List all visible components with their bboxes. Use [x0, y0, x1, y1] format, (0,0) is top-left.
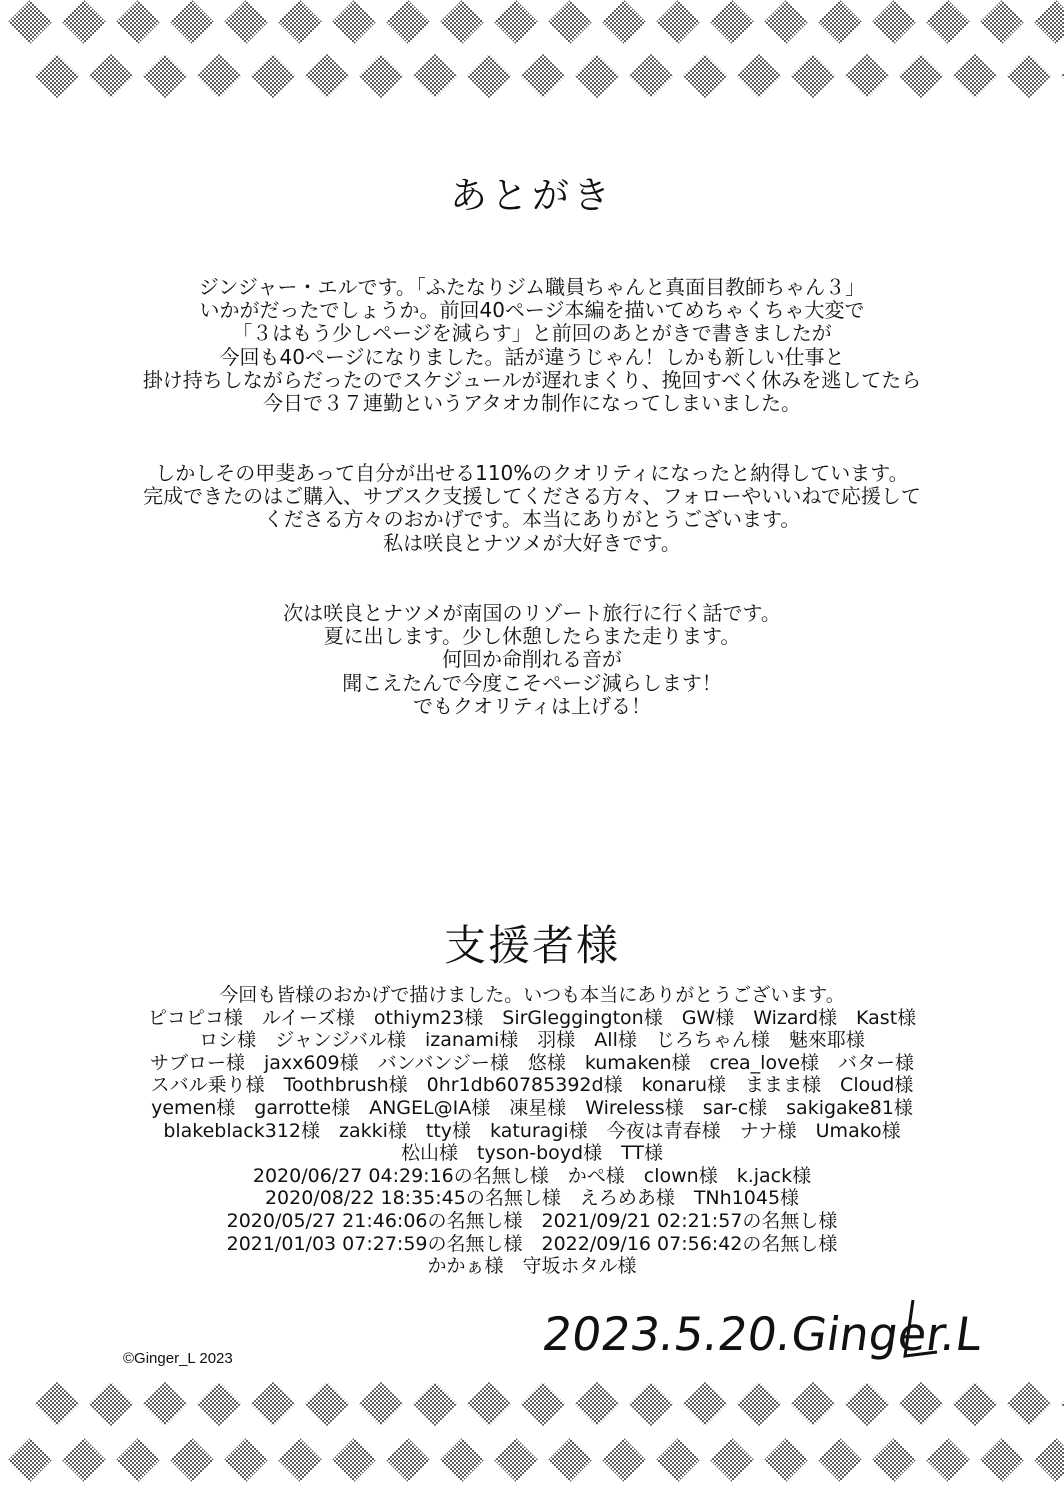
afterword-title: あとがき [450, 174, 614, 217]
text-line: しかしその甲斐あって自分が出せる110%のクオリティになったと納得しています。 [155, 461, 909, 485]
diamond-shape [35, 1382, 79, 1426]
diamond-shape [899, 1382, 943, 1426]
diamond-shape [872, 0, 916, 44]
diamond-shape [872, 1438, 916, 1482]
diamond-shape [710, 1438, 754, 1482]
signature-graphic [539, 1290, 986, 1370]
diamond-shape [332, 1438, 376, 1482]
diamond-shape [791, 1382, 835, 1426]
diamond-shape [62, 1438, 106, 1482]
diamond-shape [980, 0, 1024, 44]
diamond-shape [926, 1438, 970, 1482]
diamond-shape [494, 1438, 538, 1482]
diamond-shape [1034, 1438, 1064, 1482]
supporters-line: かかぁ様 守坂ホタル様 [427, 1255, 637, 1278]
diamond-shape [116, 0, 160, 44]
diamond-shape [170, 0, 214, 44]
afterword-paragraph-2 [60, 462, 1004, 555]
diamond-shape [1007, 54, 1051, 98]
diamond-shape [683, 54, 727, 98]
diamond-shape [359, 54, 403, 98]
signature-text: 2023.5.20.Ginger.L [539, 1307, 986, 1361]
diamond-shape [251, 54, 295, 98]
text-line: 「３はもう少しページを減らす」と前回のあとがきで書きましたが [232, 321, 832, 346]
diamond-shape [89, 1382, 133, 1426]
diamond-shape [1034, 0, 1064, 44]
diamond-shape [224, 0, 268, 44]
text-line: くださる方々のおかげです。本当にありがとうございます。 [263, 507, 801, 532]
diamond-shape [278, 0, 322, 44]
diamond-pattern-top [0, 0, 1064, 120]
diamond-shape [8, 1438, 52, 1482]
diamond-shape [305, 54, 349, 98]
text-line: ジンジャー・エルです。「ふたなりジム職員ちゃんと真面目教師ちゃん３」 [198, 275, 866, 299]
supporters-line: yemen様 garrotte様 ANGEL@IA様 凍星様 Wireless様 sar-c様 sakigake81様 [151, 1096, 913, 1119]
handwritten-signature [539, 1290, 986, 1374]
diamond-shape [899, 54, 943, 98]
diamond-shape [1007, 1382, 1051, 1426]
diamond-shape [413, 1382, 457, 1426]
diamond-shape [683, 1382, 727, 1426]
diamond-shape [737, 54, 781, 98]
text-line: いかがだったでしょうか。前回40ページ本編を描いてめちゃくちゃ大変で [199, 298, 865, 323]
diamond-shape [197, 1382, 241, 1426]
diamond-shape [332, 0, 376, 44]
afterword-paragraph-1 [60, 276, 1004, 415]
diamond-shape [35, 54, 79, 98]
diamond-shape [251, 1382, 295, 1426]
text-line: 次は咲良とナツメが南国のリゾート旅行に行く話です。 [283, 601, 781, 625]
diamond-shape [818, 1438, 862, 1482]
diamond-shape [656, 0, 700, 44]
diamond-shape [8, 0, 52, 44]
copyright-notice: ©Ginger_L 2023 [123, 1350, 233, 1367]
diamond-shape [602, 0, 646, 44]
diamond-shape [89, 54, 133, 98]
text-line: 完成できたのはご購入、サブスク支援してくださる方々、フォローやいいねで応援して [143, 484, 921, 509]
diamond-shape [764, 1438, 808, 1482]
diamond-pattern-bottom-graphic [0, 1378, 1064, 1500]
supporters-list [60, 984, 1004, 1278]
afterword-paragraph-3 [60, 602, 1004, 718]
supporters-line: 2020/06/27 04:29:16の名無し様 かぺ様 clown様 k.jack様 [252, 1164, 812, 1187]
diamond-shape [62, 0, 106, 44]
diamond-shape [710, 0, 754, 44]
diamond-shape [521, 1382, 565, 1426]
diamond-shape [197, 54, 241, 98]
diamond-shape [116, 1438, 160, 1482]
diamond-shape [629, 1382, 673, 1426]
diamond-shape [143, 54, 187, 98]
text-line: 私は咲良とナツメが大好きです。 [383, 530, 681, 555]
diamond-shape [440, 1438, 484, 1482]
diamond-shape [629, 54, 673, 98]
diamond-shape [467, 54, 511, 98]
diamond-shape [386, 0, 430, 44]
diamond-shape [953, 54, 997, 98]
diamond-shape [467, 1382, 511, 1426]
diamond-shape [548, 0, 592, 44]
diamond-shape [170, 1438, 214, 1482]
text-line: 何回か命削れる音が [442, 647, 622, 672]
supporters-line: 今回も皆様のおかげで描けました。いつも本当にありがとうございます。 [219, 984, 845, 1006]
supporters-line: ピコピコ様 ルイーズ様 othiym23様 SirGleggington様 GW様 Wizard様 Kast様 [147, 1006, 917, 1029]
diamond-shape [737, 1382, 781, 1426]
supporters-line: 2020/05/27 21:46:06の名無し様 2021/09/21 02:21:57の名無し様 [226, 1209, 838, 1232]
diamond-shape [656, 1438, 700, 1482]
diamond-shape [980, 1438, 1024, 1482]
supporters-line: スバル乗り様 Toothbrush様 0hr1db60785392d様 konaru様 ままま様 Cloud様 [150, 1074, 914, 1097]
diamond-pattern-top-graphic [0, 0, 1064, 120]
diamond-shape [143, 1382, 187, 1426]
supporters-line: 2020/08/22 18:35:45の名無し様 えろめあ様 TNh1045様 [264, 1187, 800, 1210]
diamond-shape [224, 1438, 268, 1482]
supporters-line: ロシ様 ジャンジバル様 izanami様 羽様 All様 じろちゃん様 魅來耶様 [199, 1029, 865, 1052]
diamond-shape [764, 0, 808, 44]
supporters-line: 2021/01/03 07:27:59の名無し様 2022/09/16 07:56:42の名無し様 [226, 1232, 838, 1255]
diamond-shape [575, 54, 619, 98]
diamond-shape [548, 1438, 592, 1482]
diamond-shape [359, 1382, 403, 1426]
diamond-shape [305, 1382, 349, 1426]
diamond-pattern-bottom [0, 1378, 1064, 1500]
supporters-line: 松山様 tyson-boyd様 TT様 [401, 1142, 663, 1165]
diamond-shape [278, 1438, 322, 1482]
text-line: でもクオリティは上げる！ [413, 693, 651, 718]
diamond-shape [440, 0, 484, 44]
diamond-shape [494, 0, 538, 44]
supporters-line: blakeblack312様 zakki様 tty様 katuragi様 今夜は青春様 ナナ様 Umako様 [163, 1119, 901, 1142]
supporters-title: 支援者様 [443, 921, 620, 970]
diamond-shape [845, 1382, 889, 1426]
diamond-shape [791, 54, 835, 98]
text-line: 今日で３７連勤というアタオカ制作になってしまいました。 [263, 391, 801, 416]
diamond-shape [953, 1382, 997, 1426]
diamond-shape [386, 1438, 430, 1482]
diamond-shape [575, 1382, 619, 1426]
supporters-line: サブロー様 jaxx609様 バンバンジー様 悠様 kumaken様 crea_love様 バター様 [149, 1051, 915, 1074]
text-line: 聞こえたんで今度こそページ減らします！ [342, 670, 722, 695]
text-line: 今回も40ページになりました。話が違うじゃん！しかも新しい仕事と [219, 344, 845, 369]
text-line: 掛け持ちしながらだったのでスケジュールが遅れまくり、挽回すべく休みを逃してたら [142, 367, 922, 392]
diamond-shape [413, 54, 457, 98]
diamond-shape [926, 0, 970, 44]
diamond-shape [845, 54, 889, 98]
diamond-shape [818, 0, 862, 44]
diamond-shape [602, 1438, 646, 1482]
text-line: 夏に出します。少し休憩したらまた走ります。 [323, 624, 741, 649]
diamond-shape [521, 54, 565, 98]
